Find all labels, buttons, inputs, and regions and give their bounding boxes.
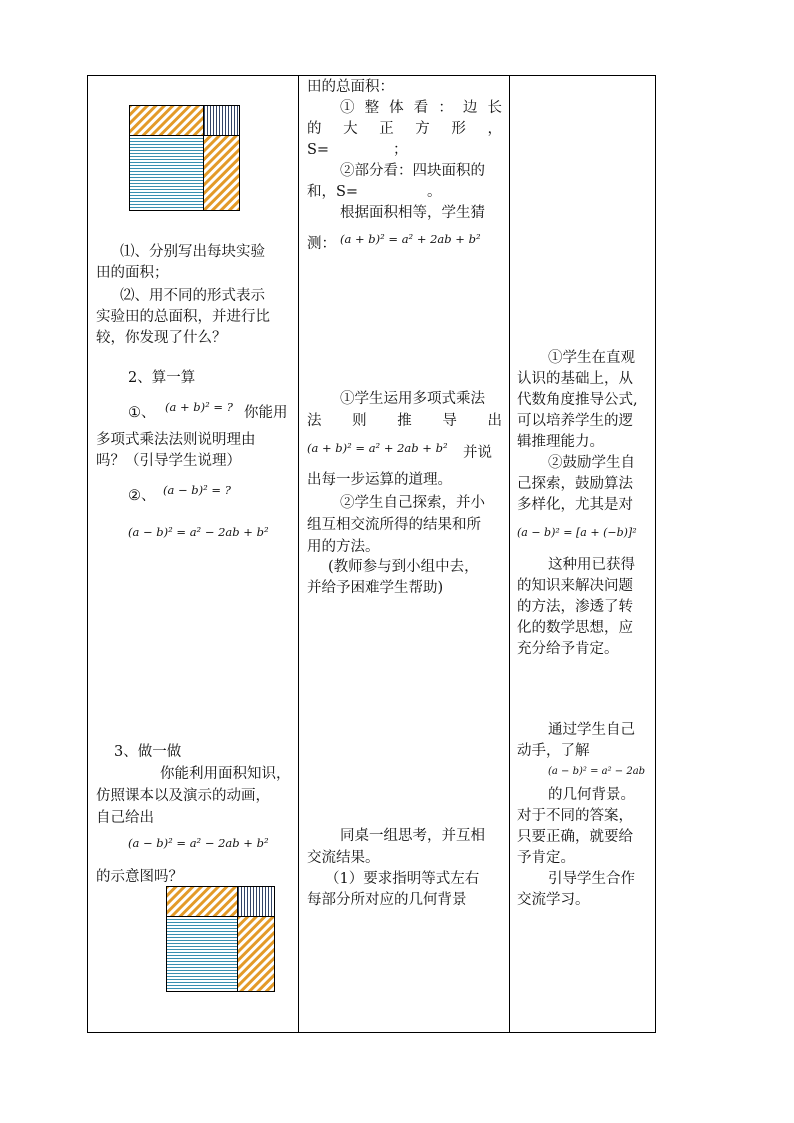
note-b1: 通过学生自己	[548, 722, 635, 738]
calc-2-result: (a − b)² = a² − 2ab + b²	[128, 525, 269, 539]
note-b8: 引导学生合作	[548, 871, 635, 887]
note-a1: ①学生在直观	[548, 350, 635, 366]
note-b5: 对于不同的答案，	[517, 808, 633, 824]
student-derive-3: 并说	[463, 445, 492, 461]
note-a7: 己探索，鼓励算法	[517, 476, 633, 492]
calc-1-line2: 多项式乘法法则说明理由	[96, 432, 256, 448]
do-line-1: 你能利用面积知识，	[160, 766, 291, 782]
pair-discuss-1: 同桌一组思考，并互相	[340, 828, 485, 844]
question-2: ⑵、用不同的形式表示	[120, 288, 265, 304]
student-derive-4: 出每一步运算的道理。	[307, 472, 452, 488]
square-diagram-top	[129, 105, 241, 212]
note-b3-formula: (a − b)² = a² − 2ab	[548, 766, 646, 777]
teacher-line-2: 并给予困难学生帮助)	[307, 580, 444, 596]
pair-discuss-2: 交流结果。	[307, 850, 380, 866]
calc-1-suffix: 你能用	[244, 405, 288, 421]
pair-discuss-3: （1）要求指明等式左右	[325, 871, 480, 887]
calc-1-prefix: ①、	[128, 405, 156, 421]
note-b6: 只要正确，就要给	[517, 829, 633, 845]
pair-discuss-4: 每部分所对应的几何背景	[307, 892, 467, 908]
question-2-cont2: 较，你发现了什么？	[96, 330, 227, 346]
do-formula: (a − b)² = a² − 2ab + b²	[128, 836, 269, 850]
whole-area-label: S=	[307, 142, 330, 158]
part-area-label: 和，S=	[307, 184, 359, 200]
note-b9: 交流学习。	[517, 892, 590, 908]
note-a13: 化的数学思想，应	[517, 620, 633, 636]
note-a10: 这种用已获得	[548, 557, 635, 573]
note-a5: 辑推理能力。	[517, 434, 604, 450]
guess-label: 测：	[307, 236, 336, 252]
note-b2: 动手，了解	[517, 743, 590, 759]
explore-line-3: 用的方法。	[307, 539, 380, 555]
explore-line-1: ②学生自己探索，并小	[340, 495, 485, 511]
note-a14: 充分给予肯定。	[517, 641, 619, 657]
calc-1-formula: (a + b)² = ?	[165, 400, 233, 414]
part-view-line: ②部分看：四块面积的	[340, 163, 485, 179]
calc-2-formula: (a − b)² = ?	[163, 483, 231, 497]
note-b4: 的几何背景。	[548, 787, 635, 803]
note-a12: 的方法，渗透了转	[517, 599, 633, 615]
guess-line: 根据面积相等，学生猜	[340, 205, 485, 221]
note-a4: 可以培养学生的逻	[517, 413, 633, 429]
student-derive-2: 法则推导出	[307, 413, 502, 429]
teacher-line-1: (教师参与到小组中去，	[328, 559, 479, 575]
student-derive-formula: (a + b)² = a² + 2ab + b²	[307, 441, 448, 455]
question-2-cont: 实验田的总面积，并进行比	[96, 309, 270, 325]
calc-2-prefix: ②、	[128, 488, 156, 504]
question-1-cont: 田的面积；	[96, 265, 169, 281]
area-heading: 田的总面积：	[307, 79, 394, 95]
column-divider-2	[509, 76, 510, 1032]
explore-line-2: 组互相交流所得的结果和所	[307, 517, 481, 533]
section-2-heading: 2、算一算	[128, 370, 196, 386]
calc-1-line3: 吗？（引导学生说理）	[96, 453, 241, 469]
note-a11: 的知识来解决问题	[517, 578, 633, 594]
note-a8: 多样化，尤其是对	[517, 497, 633, 513]
question-1: ⑴、分别写出每块实验	[120, 244, 265, 260]
section-3-heading: 3、做一做	[114, 744, 182, 760]
part-area-end: 。	[427, 184, 442, 200]
whole-view-line: ①整体看：边长	[340, 100, 502, 116]
whole-view-line2: 的大正方形，	[307, 121, 502, 137]
student-derive-1: ①学生运用多项式乘法	[340, 391, 485, 407]
guess-formula: (a + b)² = a² + 2ab + b²	[340, 232, 481, 246]
do-line-2: 仿照课本以及演示的动画，	[96, 788, 270, 804]
note-a6: ②鼓励学生自	[548, 455, 635, 471]
column-divider-1	[298, 76, 299, 1032]
note-a2: 认识的基础上，从	[517, 371, 633, 387]
do-line-4: 的示意图吗？	[96, 869, 183, 885]
note-a3: 代数角度推导公式,	[517, 392, 638, 408]
do-line-3: 自己给出	[96, 810, 154, 826]
whole-area-end: ；	[393, 142, 408, 158]
square-diagram-bottom	[166, 886, 276, 993]
note-b7: 予肯定。	[517, 850, 575, 866]
note-a9-formula: (a − b)² = [a + (−b)]²	[517, 526, 637, 539]
